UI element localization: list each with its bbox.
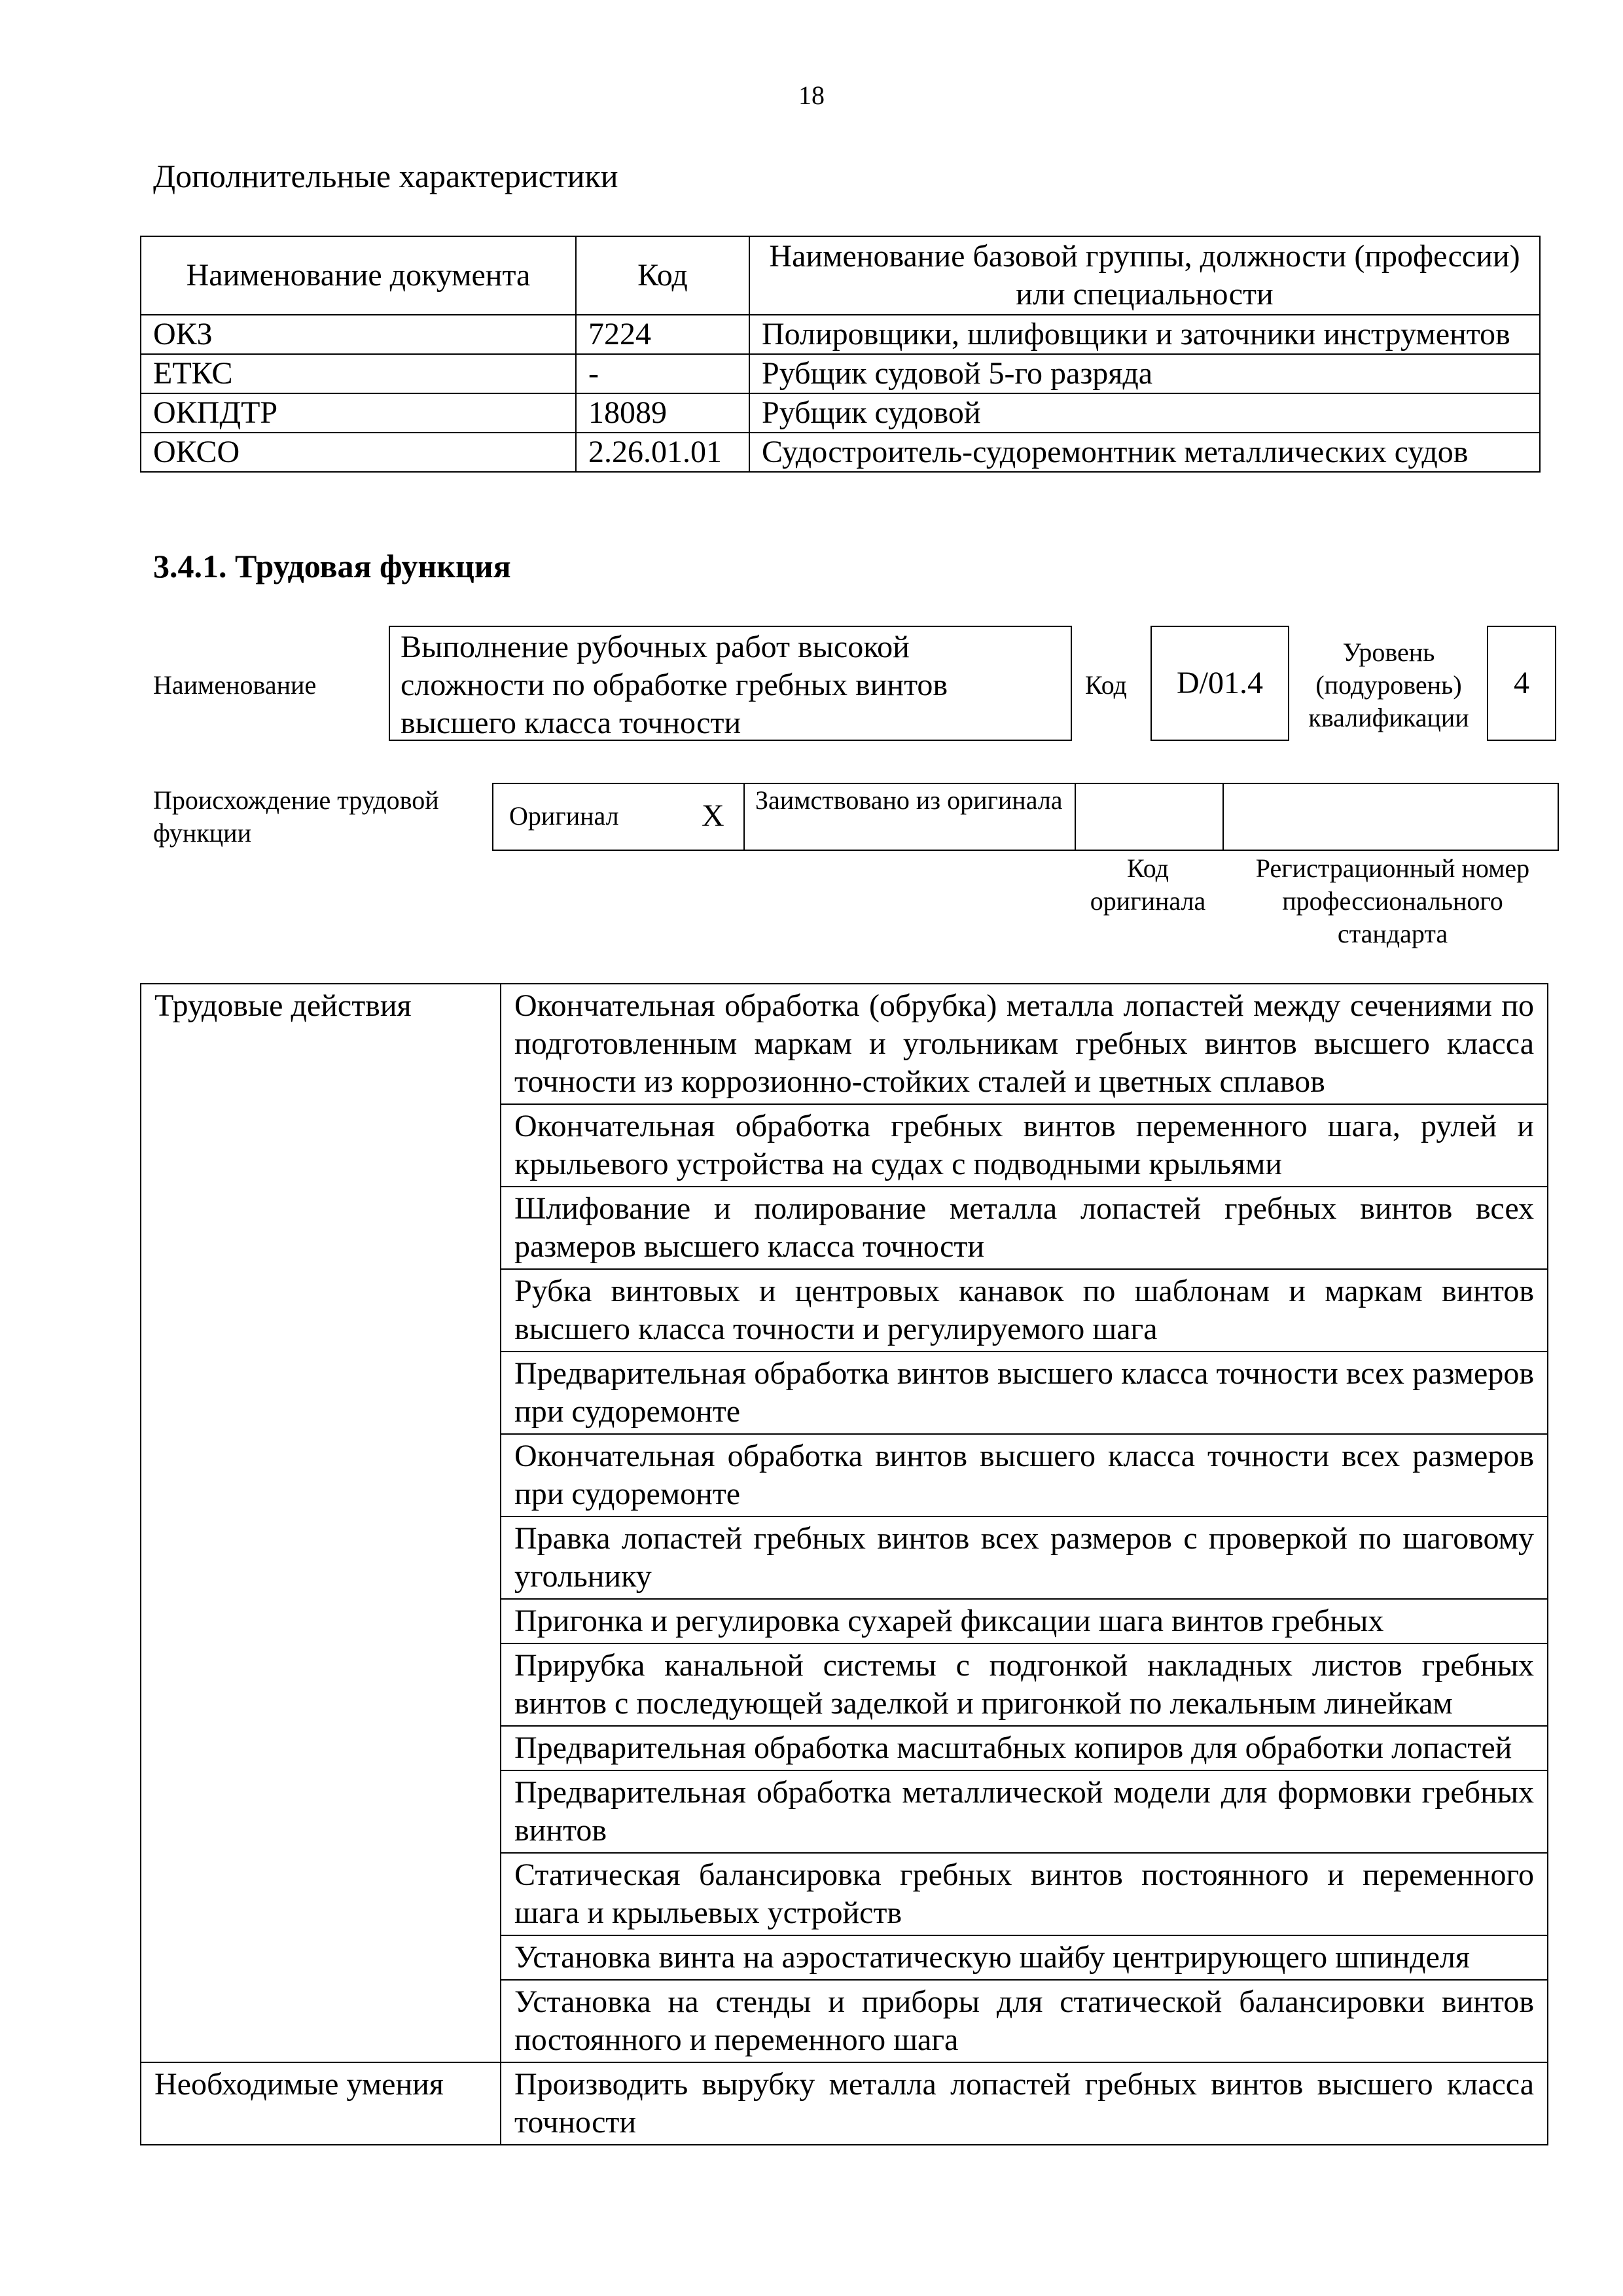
labor-action: Статическая балансировка гребных винтов постоянного и переменного шага и крыльевых устройств bbox=[501, 1853, 1548, 1935]
labor-action: Предварительная обработка металлической модели для формовки гребных винтов bbox=[501, 1770, 1548, 1853]
row-code: - bbox=[576, 354, 749, 393]
reg-number-caption: Регистрационный номер профессионального стандарта bbox=[1255, 853, 1530, 948]
labor-action: Окончательная обработка винтов высшего класса точности всех размеров при судоремонте bbox=[501, 1434, 1548, 1516]
row-doc: ОКСО bbox=[141, 433, 576, 472]
row-code: 7224 bbox=[576, 315, 749, 354]
code-label: Код bbox=[1085, 670, 1127, 700]
function-code-box: D/01.4 bbox=[1150, 626, 1289, 741]
section-title: Дополнительные характеристики bbox=[153, 158, 618, 194]
name-label: Наименование bbox=[153, 670, 317, 700]
header-document: Наименование документа bbox=[141, 236, 576, 315]
header-group-name: Наименование базовой группы, должности (профессии) или специальности bbox=[749, 236, 1540, 315]
characteristics-table bbox=[140, 236, 1541, 473]
function-heading: 3.4.1. Трудовая функция bbox=[153, 548, 511, 584]
labor-action: Установка на стенды и приборы для статической балансировки винтов постоянного и переменного шага bbox=[501, 1980, 1548, 2062]
origin-row bbox=[492, 783, 1559, 851]
divider bbox=[1222, 784, 1224, 850]
table-row bbox=[141, 984, 1548, 1104]
table-row bbox=[141, 315, 1540, 354]
labor-action: Прирубка канальной системы с подгонкой накладных листов гребных винтов с последующей заделкой и пригонкой по лекальным линейкам bbox=[501, 1643, 1548, 1726]
row-doc: ОКЗ bbox=[141, 315, 576, 354]
table-row bbox=[141, 393, 1540, 433]
origin-label: Происхождение трудовой функции bbox=[153, 785, 439, 848]
header-code: Код bbox=[576, 236, 749, 315]
function-name-box: Выполнение рубочных работ высокой сложности по обработке гребных винтов высшего класса точности bbox=[389, 626, 1072, 741]
labor-action: Окончательная обработка (обрубка) металла лопастей между сечениями по подготовленным маркам и угольникам гребных винтов высшего класса точности из коррозионно-стойких сталей и цветных сплавов bbox=[501, 984, 1548, 1104]
divider bbox=[743, 784, 745, 850]
skill-item: Производить вырубку металла лопастей гребных винтов высшего класса точности bbox=[501, 2062, 1548, 2145]
table-header-row bbox=[141, 236, 1540, 315]
labor-action: Шлифование и полирование металла лопастей гребных винтов всех размеров высшего класса точности bbox=[501, 1187, 1548, 1269]
row-name: Рубщик судовой 5-го разряда bbox=[749, 354, 1540, 393]
level-value-box: 4 bbox=[1487, 626, 1556, 741]
labor-action: Предварительная обработка винтов высшего класса точности всех размеров при судоремонте bbox=[501, 1352, 1548, 1434]
original-mark: X bbox=[702, 798, 724, 833]
row-code: 2.26.01.01 bbox=[576, 433, 749, 472]
labor-action: Рубка винтовых и центровых канавок по шаблонам и маркам винтов высшего класса точности и регулируемого шага bbox=[501, 1269, 1548, 1352]
table-row bbox=[141, 433, 1540, 472]
row-name: Рубщик судовой bbox=[749, 393, 1540, 433]
labor-action: Правка лопастей гребных винтов всех размеров с проверкой по шаговому угольнику bbox=[501, 1516, 1548, 1599]
labor-action: Окончательная обработка гребных винтов переменного шага, рулей и крыльевого устройства на судах с подводными крыльями bbox=[501, 1104, 1548, 1187]
code-original-caption: Код оригинала bbox=[1090, 853, 1206, 916]
table-row bbox=[141, 354, 1540, 393]
divider bbox=[1075, 784, 1076, 850]
labor-action: Пригонка и регулировка сухарей фиксации шага винтов гребных bbox=[501, 1599, 1548, 1643]
skills-label: Необходимые умения bbox=[141, 2062, 501, 2145]
labor-actions-label: Трудовые действия bbox=[141, 984, 501, 2062]
page-number: 18 bbox=[798, 81, 825, 110]
row-doc: ОКПДТР bbox=[141, 393, 576, 433]
row-name: Судостроитель-судоремонтник металлических судов bbox=[749, 433, 1540, 472]
actions-table bbox=[140, 983, 1548, 2145]
borrowed-label: Заимствовано из оригинала bbox=[755, 785, 1063, 815]
labor-action: Предварительная обработка масштабных копиров для обработки лопастей bbox=[501, 1726, 1548, 1770]
row-doc: ЕТКС bbox=[141, 354, 576, 393]
row-code: 18089 bbox=[576, 393, 749, 433]
row-name: Полировщики, шлифовщики и заточники инструментов bbox=[749, 315, 1540, 354]
level-label: Уровень (подуровень) квалификации bbox=[1308, 637, 1469, 732]
table-row bbox=[141, 2062, 1548, 2145]
original-label: Оригинал bbox=[509, 801, 619, 831]
labor-action: Установка винта на аэростатическую шайбу центрирующего шпинделя bbox=[501, 1935, 1548, 1980]
